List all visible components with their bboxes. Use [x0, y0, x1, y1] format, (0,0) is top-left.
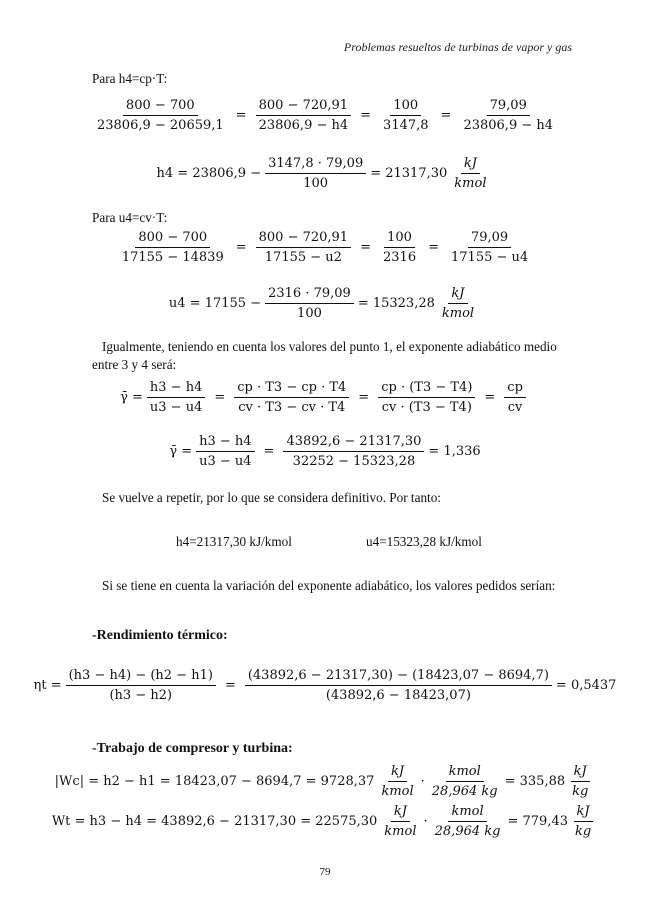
equation-h4-result: h4 = 23806,9 − $\frac{3147,8 \cdot 79,09}{100}$ = 21317,30 $\frac{kJ}{\text{kmol}}$	[0, 152, 650, 194]
unit-fraction: $\frac{kJ}{\text{kmol}}$	[441, 285, 475, 321]
equation-gamma-definition: γ̄ = $\frac{h3 - h4}{u3 - u4}$ = $\frac{cp \cdot T3 - cp \cdot T4}{cv \cdot T3 - cv \cdot T4}$ = $\frac{cp \cdot (T3 - T4)}{cv \cdot (T3 - T4)}$ = $\frac{cp}{cv}$	[0, 376, 650, 418]
unit-fraction: $\frac{kJ}{kg}$	[574, 803, 592, 839]
fraction: $\frac{cp \cdot (T3 - T4)}{cv \cdot (T3 - T4)}$	[378, 380, 475, 415]
fraction: $\frac{800 - 700}{17155 - 14839}$	[121, 229, 224, 265]
unit-fraction: $\frac{kJ}{\text{kmol}}$	[381, 763, 414, 799]
fraction: $\frac{100}{2316}$	[383, 229, 417, 265]
fraction: $\frac{100}{3147,8}$	[383, 97, 429, 133]
equation-u4-interpolation: $\frac{800 - 700}{17155 - 14839}$ = $\frac{800 - 720,91}{17155 - u2}$ = $\frac{100}{2316}$ = $\frac{79,09}{17155 - u4}$	[0, 226, 650, 268]
fraction: $\frac{(h3 - h4) - (h2 - h1)}{(h3 - h2)}$	[66, 668, 216, 703]
equation-h4-interpolation: $\frac{800 - 700}{23806,9 - 20659,1}$ = $\frac{800 - 720,91}{23806,9 - h4}$ = $\frac{100}{3147,8}$ = $\frac{79,09}{23806,9 - h4}$	[0, 94, 650, 136]
paragraph-definitive: Se vuelve a repetir, por lo que se considera definitivo. Por tanto:	[102, 490, 441, 505]
fraction: $\frac{3147,8 \cdot 79,09}{100}$	[265, 156, 366, 191]
fraction: $\frac{79,09}{23806,9 - h4}$	[463, 97, 554, 133]
fraction: $\frac{43892,6 - 21317,30}{32252 - 15323,28}$	[283, 434, 424, 469]
label-para-h4: Para h4=cp·T:	[92, 71, 168, 86]
fraction: $\frac{79,09}{17155 - u4}$	[451, 229, 529, 265]
page-number: 79	[319, 866, 331, 878]
final-h4-value: h4=21317,30 kJ/kmol	[176, 534, 292, 549]
fraction: $\frac{h3 - h4}{u3 - u4}$	[196, 434, 254, 469]
fraction: $\frac{800 - 720,91}{23806,9 - h4}$	[256, 98, 352, 133]
unit-fraction: $\frac{kJ}{\text{kmol}}$	[454, 155, 487, 191]
unit-fraction: $\frac{\text{kmol}}{28,964 kg}$	[434, 803, 501, 839]
equation-u4-result: u4 = 17155 − $\frac{2316 \cdot 79,09}{100}$ = 15323,28 $\frac{kJ}{\text{kmol}}$	[0, 282, 650, 324]
label-para-u4: Para u4=cv·T:	[92, 210, 168, 225]
final-u4-value: u4=15323,28 kJ/kmol	[366, 534, 482, 549]
fraction: $\frac{800 - 700}{23806,9 - 20659,1}$	[96, 97, 224, 133]
paragraph-requested-values: Si se tiene en cuenta la variación del exponente adiabático, los valores pedidos serían:	[102, 578, 556, 593]
fraction: $\frac{cp \cdot T3 - cp \cdot T4}{cv \cdot T3 - cv \cdot T4}$	[234, 380, 349, 415]
unit-fraction: $\frac{kJ}{kg}$	[572, 763, 589, 799]
fraction: $\frac{800 - 720,91}{17155 - u2}$	[256, 230, 351, 265]
fraction: $\frac{h3 - h4}{u3 - u4}$	[147, 380, 205, 415]
heading-compressor-turbine-work: -Trabajo de compresor y turbina:	[92, 741, 293, 756]
equation-turbine-work: Wt = h3 − h4 = 43892,6 − 21317,30 = 22575,30 $\frac{kJ}{\text{kmol}}$ · $\frac{\text{kmol}}{28,964 kg}$ = 779,43 $\frac{kJ}{kg}$	[0, 800, 650, 842]
heading-thermal-efficiency: -Rendimiento térmico:	[92, 628, 228, 643]
unit-fraction: $\frac{\text{kmol}}{28,964 kg}$	[431, 763, 498, 799]
unit-fraction: $\frac{kJ}{\text{kmol}}$	[384, 803, 417, 839]
fraction: $\frac{cp}{cv}$	[504, 380, 526, 415]
paragraph-adiabatic-exponent: Igualmente, teniendo en cuenta los valores del punto 1, el exponente adiabático medio entre 3 y 4 será:	[92, 339, 557, 372]
fraction: $\frac{(43892,6 - 21317,30) - (18423,07 - 8694,7)}{(43892,6 - 18423,07)}$	[245, 668, 552, 703]
equation-compressor-work: |Wc| = h2 − h1 = 18423,07 − 8694,7 = 9728,37 $\frac{kJ}{\text{kmol}}$ · $\frac{\text{kmol}}{28,964 kg}$ = 335,88 $\frac{kJ}{kg}$	[0, 760, 650, 802]
running-header: Problemas resueltos de turbinas de vapor y gas	[343, 40, 572, 54]
equation-gamma-value: γ̄ = $\frac{h3 - h4}{u3 - u4}$ = $\frac{43892,6 - 21317,30}{32252 - 15323,28}$ = 1,336	[169, 433, 481, 469]
fraction: $\frac{2316 \cdot 79,09}{100}$	[265, 286, 354, 321]
equation-thermal-efficiency: ηt = $\frac{(h3 - h4) - (h2 - h1)}{(h3 - h2)}$ = $\frac{(43892,6 - 21317,30) - (18423,07 - 8694,7)}{(43892,6 - 18423,07)}$ = 0,5437	[33, 667, 617, 703]
